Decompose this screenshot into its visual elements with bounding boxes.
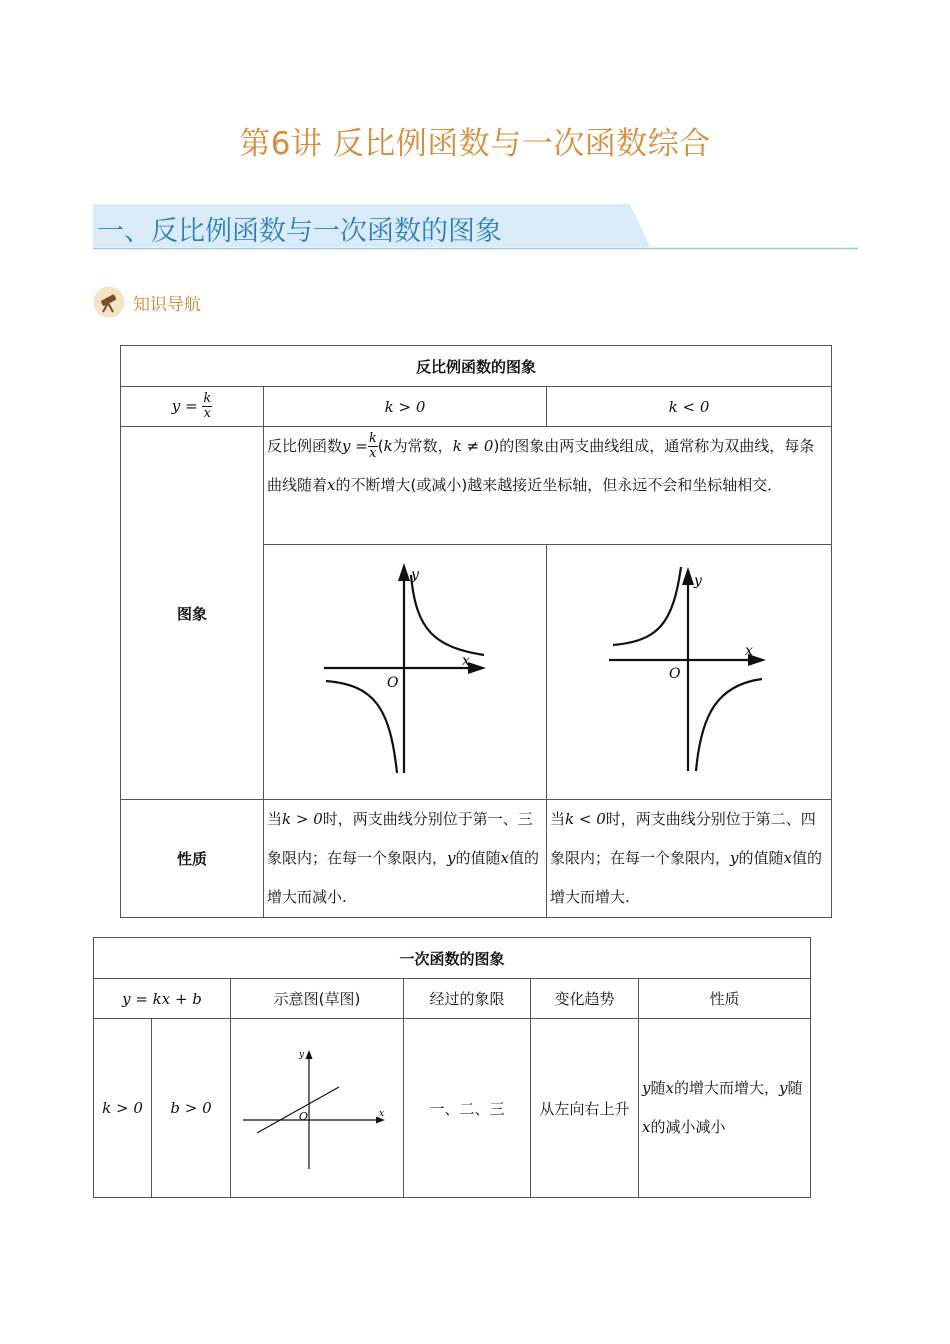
row1-sketch-cell xyxy=(231,1019,404,1198)
desc-y: y = xyxy=(342,437,368,455)
table2-header: 一次函数的图象 xyxy=(94,938,811,979)
graph-origin-label: O xyxy=(669,666,681,682)
prop-k: k > 0 xyxy=(282,810,323,828)
desc-x: x xyxy=(327,476,336,494)
col-sketch: 示意图(草图) xyxy=(231,979,404,1019)
prop-x: x xyxy=(500,849,509,867)
section-heading: 一、反比例函数与一次函数的图象 xyxy=(97,216,502,247)
prop-text: 的值随 xyxy=(455,849,501,867)
prop-k: k < 0 xyxy=(565,810,606,828)
func-num: k xyxy=(203,391,212,406)
prop-k-positive xyxy=(264,800,547,918)
col-k-negative: k < 0 xyxy=(547,387,832,427)
row1-k: k > 0 xyxy=(94,1019,152,1198)
desc-text: ( xyxy=(377,437,384,455)
hyperbola-k-positive xyxy=(264,545,547,795)
func-label: y = xyxy=(171,397,198,415)
desc-k-ne: k ≠ 0 xyxy=(452,437,494,455)
desc-k: k xyxy=(383,437,393,455)
col-trend: 变化趋势 xyxy=(531,979,639,1019)
desc-text: 反比例函数 xyxy=(267,437,343,455)
prop-k-negative xyxy=(547,800,832,918)
section-heading-band xyxy=(93,204,858,250)
sketch-x-label: x xyxy=(379,1109,385,1119)
desc-text: 的不断增大(或减小)越来越接近坐标轴，但永远不会和坐标轴相交． xyxy=(335,476,783,494)
col-quadrants: 经过的象限 xyxy=(404,979,531,1019)
graph-x-label: x xyxy=(745,643,753,659)
prop-text: 当 xyxy=(267,810,283,828)
desc-text: 为常数， xyxy=(392,437,453,455)
row1-b: b > 0 xyxy=(152,1019,231,1198)
inverse-description xyxy=(264,427,832,545)
desc-fraction xyxy=(368,432,378,461)
prop-text: 随 xyxy=(650,1079,666,1097)
prop-text: 的增大而增大， xyxy=(673,1079,779,1097)
prop-text: 随 xyxy=(787,1079,803,1097)
func-fraction xyxy=(202,392,212,421)
prop-text: 值的增大而减小. xyxy=(267,849,539,906)
prop-x: x xyxy=(642,1118,651,1136)
sketch-y-label: y xyxy=(299,1050,305,1060)
prop-text: 时，两支曲线分别位于第一、三象限内；在每一个象限内， xyxy=(267,810,533,867)
row1-trend: 从左向右上升 xyxy=(531,1019,639,1198)
graph-origin-label: O xyxy=(387,675,399,691)
prop-text: 的值随 xyxy=(738,849,784,867)
row1-property xyxy=(639,1019,811,1198)
graph-k-positive-cell xyxy=(264,545,547,800)
func-den: x xyxy=(203,406,211,421)
row-prop-label: 性质 xyxy=(121,800,264,918)
nav-label: 知识导航 xyxy=(133,295,201,315)
desc-num: k xyxy=(368,431,377,446)
col-k-positive: k > 0 xyxy=(264,387,547,427)
linear-sketch xyxy=(231,1019,404,1193)
linear-function-table xyxy=(93,937,811,1198)
desc-den: x xyxy=(369,446,377,461)
prop-y: y xyxy=(447,849,456,867)
telescope-icon xyxy=(93,286,125,318)
graph-k-negative-cell xyxy=(547,545,832,800)
prop-text: 时，两支曲线分别位于第二、四象限内；在每一个象限内， xyxy=(550,810,816,867)
table1-header: 反比例函数的图象 xyxy=(121,346,832,387)
prop-y: y xyxy=(778,1079,788,1097)
col-property: 性质 xyxy=(639,979,811,1019)
prop-text: 的减小减小 xyxy=(650,1118,726,1136)
prop-y: y xyxy=(730,849,739,867)
hyperbola-k-negative xyxy=(547,545,832,795)
graph-y-label: y xyxy=(411,567,419,583)
graph-y-label: y xyxy=(694,573,702,589)
desc-text: )的图象由两支曲线组成，通常称为双曲线，每条曲线随着 xyxy=(267,437,815,494)
graph-x-label: x xyxy=(462,653,470,669)
prop-x: x xyxy=(783,849,792,867)
prop-x: x xyxy=(665,1079,674,1097)
sketch-origin-label: O xyxy=(299,1110,309,1123)
row-graph-label: 图象 xyxy=(121,427,264,800)
table1-func-cell xyxy=(121,387,264,427)
prop-y: y xyxy=(642,1079,651,1097)
row1-quadrants: 一、二、三 xyxy=(404,1019,531,1198)
col-func: y = kx + b xyxy=(94,979,231,1019)
prop-text: 值的增大而增大. xyxy=(550,849,822,906)
prop-text: 当 xyxy=(550,810,566,828)
page-title: 第6讲 反比例函数与一次函数综合 xyxy=(239,126,711,162)
inverse-function-table xyxy=(120,345,832,918)
